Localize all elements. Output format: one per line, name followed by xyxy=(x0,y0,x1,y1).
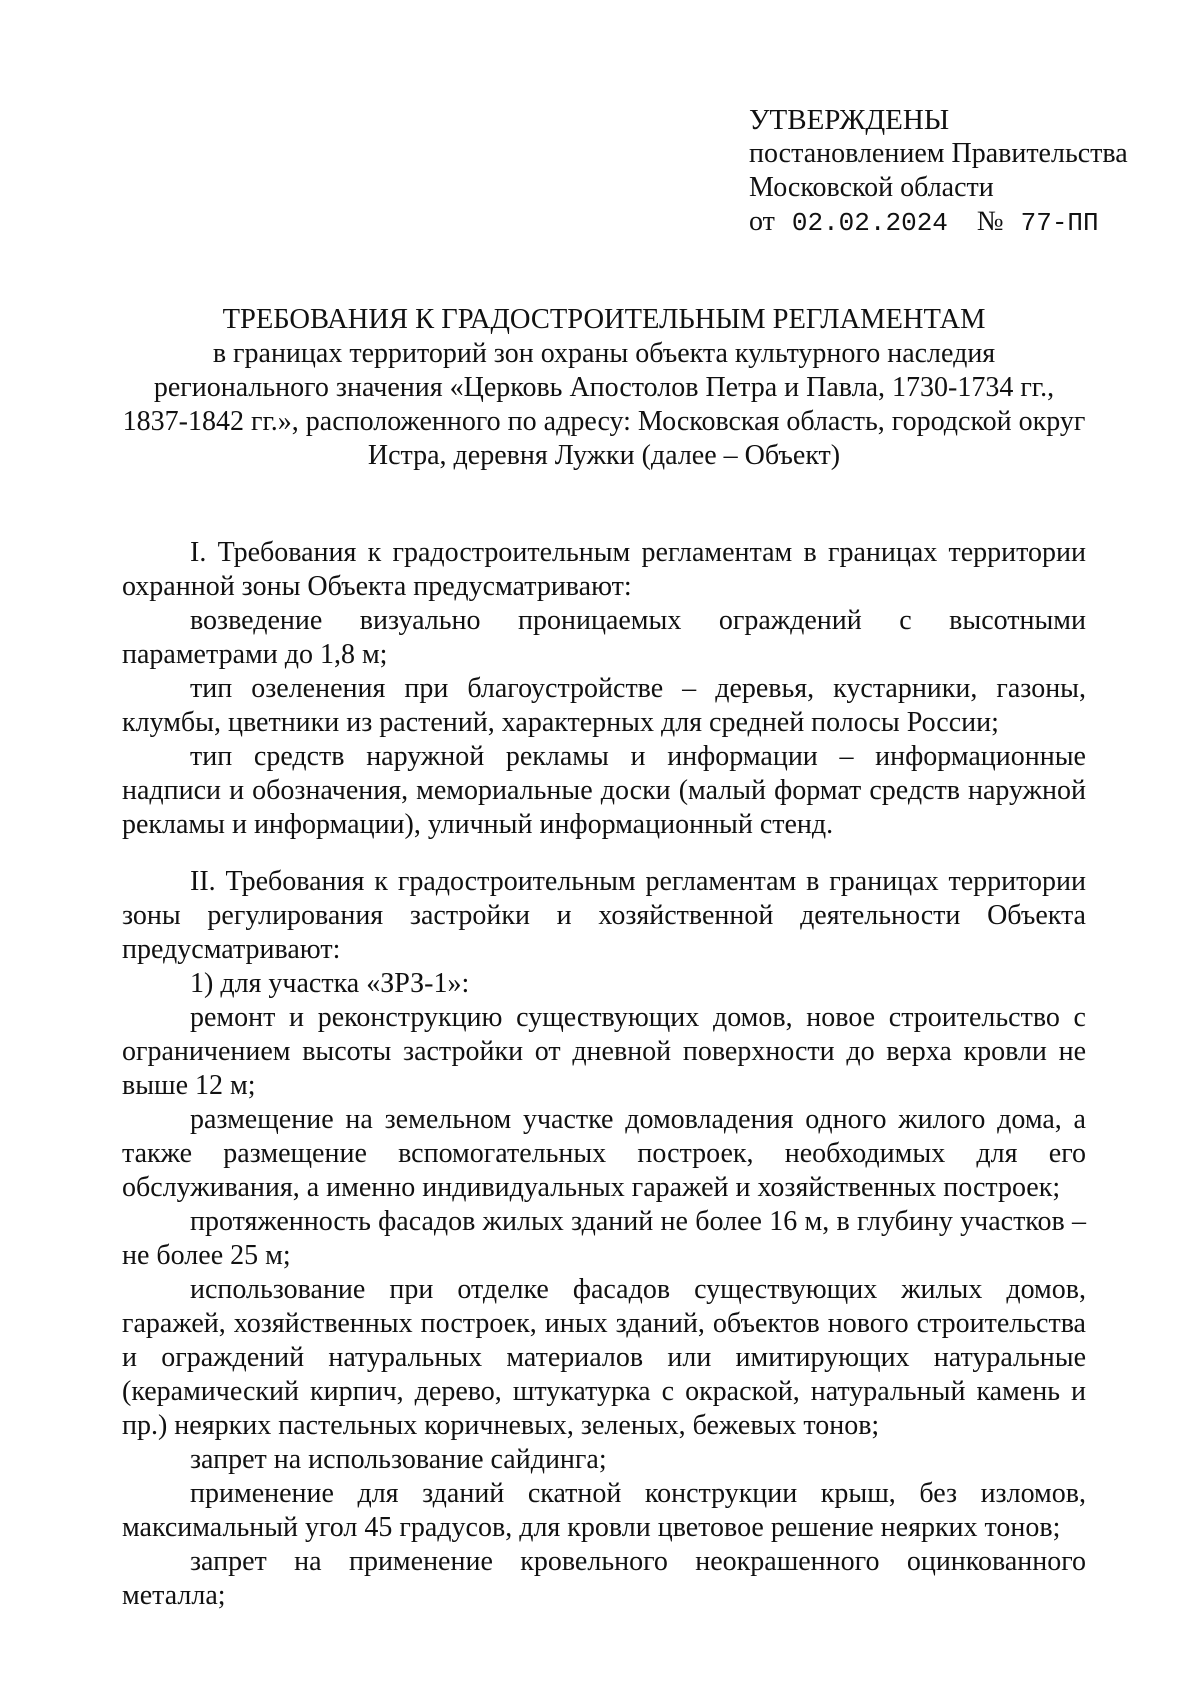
approval-number-sign: № xyxy=(976,206,1004,237)
section-2-item: ремонт и реконструкцию существующих домов, новое строительство с ограничением высоты застройки от дневной поверхности до верха кровли не выше 12 м; xyxy=(122,1002,1086,1101)
section-2-item: размещение на земельном участке домовладения одного жилого дома, а также размещение вспомогательных построек, необходимых для его обслуживания, а именно индивидуальных гаражей и хозяйственных построек; xyxy=(122,1104,1086,1203)
approval-heading: УТВЕРЖДЕНЫ xyxy=(749,104,950,136)
section-1-item: возведение визуально проницаемых ограждений с высотными параметрами до 1,8 м; xyxy=(122,605,1086,670)
approval-date-prefix: от xyxy=(749,206,775,237)
section-2-item: запрет на применение кровельного неокрашенного оцинкованного металла; xyxy=(122,1546,1086,1611)
section-2-item: запрет на использование сайдинга; xyxy=(190,1444,607,1475)
section-1-item: тип средств наружной рекламы и информации – информационные надписи и обозначения, мемориальные доски (малый формат средств наружной рекламы и информации), уличный информационный стенд. xyxy=(122,741,1086,840)
approval-date-line xyxy=(749,205,1128,240)
title-main: ТРЕБОВАНИЯ К ГРАДОСТРОИТЕЛЬНЫМ РЕГЛАМЕНТАМ xyxy=(222,304,986,335)
section-1-item: тип озеленения при благоустройстве – деревья, кустарники, газоны, клумбы, цветники из растений, характерных для средней полосы России; xyxy=(122,673,1086,738)
section-2-item: протяженность фасадов жилых зданий не более 16 м, в глубину участков – не более 25 м; xyxy=(122,1206,1086,1271)
approval-line-2: Московской области xyxy=(749,172,994,203)
approval-number: 77-ПП xyxy=(1020,208,1099,238)
title-line-4: Истра, деревня Лужки (далее – Объект) xyxy=(367,440,841,471)
approval-line-1: постановлением Правительства xyxy=(749,138,1128,169)
section-2-subsection: 1) для участка «ЗРЗ-1»: xyxy=(190,968,470,999)
title-line-2: регионального значения «Церковь Апостолов Петра и Павла, 1730-1734 гг., xyxy=(153,372,1055,403)
section-1 xyxy=(122,536,1086,842)
section-2-intro: II. Требования к градостроительным регламентам в границах территории зоны регулирования застройки и хозяйственной деятельности Объекта предусматривают: xyxy=(122,866,1086,965)
title-line-3: 1837-1842 гг.», расположенного по адресу: Московская область, городской округ xyxy=(122,406,1086,437)
section-1-intro: I. Требования к градостроительным регламентам в границах территории охранной зоны Объекта предусматривают: xyxy=(122,537,1086,602)
section-2-item: применение для зданий скатной конструкции крыш, без изломов, максимальный угол 45 градусов, для кровли цветовое решение неярких тонов; xyxy=(122,1478,1086,1543)
section-2 xyxy=(122,865,1086,1613)
title-line-1: в границах территорий зон охраны объекта культурного наследия xyxy=(212,338,996,369)
section-2-item: использование при отделке фасадов существующих жилых домов, гаражей, хозяйственных построек, иных зданий, объектов нового строительства и ограждений натуральных материалов или имитирующих натуральные (керамический кирпич, дерево, штукатурка с окраской, натуральный камень и пр.) неярких пастельных коричневых, зеленых, бежевых тонов; xyxy=(122,1274,1086,1441)
approval-stamp xyxy=(749,103,1128,240)
document-title xyxy=(120,303,1088,473)
approval-date: 02.02.2024 xyxy=(791,208,948,238)
